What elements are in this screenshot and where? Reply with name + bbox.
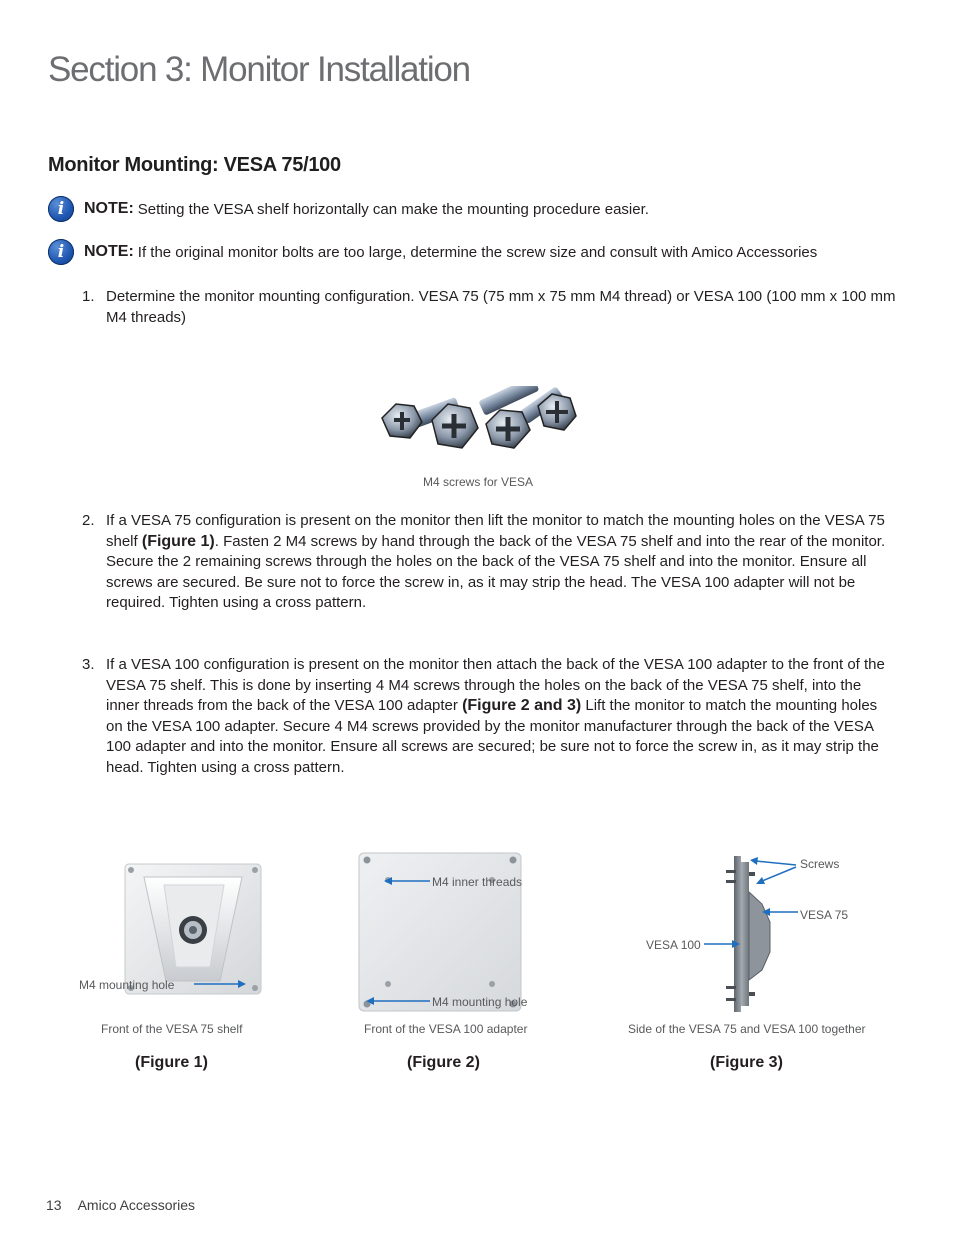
note-label: NOTE: — [84, 243, 134, 260]
step-text-part: If a VESA 75 configuration is present on the monitor then lift the monitor to match the mounting holes on the VESA 75 shelf — [106, 512, 885, 550]
callout-arrow — [364, 995, 432, 1007]
figure-1-caption: Front of the VESA 75 shelf — [101, 1022, 243, 1036]
figure-reference: (Figure 1) — [141, 532, 215, 550]
note-text: Setting the VESA shelf horizontally can make the mounting procedure easier. — [137, 200, 649, 218]
step-number: 3. — [82, 656, 95, 673]
callout-vesa-75: VESA 75 — [800, 908, 849, 922]
note-1 — [48, 196, 649, 222]
callout-m4-inner-threads: M4 inner threads — [432, 875, 523, 889]
step-3 — [82, 655, 897, 778]
step-text: Determine the monitor mounting configuration. VESA 75 (75 mm x 75 mm M4 thread) or VESA 100 (100 mm x 100 mm M4 threads) — [106, 288, 896, 326]
figure-1-label: (Figure 1) — [135, 1054, 208, 1071]
figure-2-label: (Figure 2) — [407, 1054, 480, 1071]
step-text-part: If a VESA 100 configuration is present on the monitor then attach the back of the VESA 100 adapter to the front of the VESA 75 shelf. This is done by inserting 4 M4 screws through the holes on the back of the VESA 75 shelf, into the inner threads from the back of the VESA 100 adapter — [106, 656, 885, 714]
callout-arrows-screws — [748, 857, 798, 887]
step-text-part: . Fasten 2 M4 screws by hand through the back of the VESA 75 shelf and into the rear of the monitor. Secure the 2 remaining screws through the holes on the back of the VESA 75 shelf and into the monitor. Ensure all screws are secured. Be sure not to force the screw in, as it may strip the head. The VESA 100 adapter will not be required. Tighten using a cross pattern. — [106, 532, 886, 611]
note-text: If the original monitor bolts are too large, determine the screw size and consult with Amico Accessories — [137, 243, 818, 261]
figure-1-photo — [124, 863, 262, 995]
callout-screws: Screws — [800, 857, 840, 871]
screws-photo — [374, 386, 580, 466]
page-number: 13 — [46, 1197, 62, 1213]
page-title: Section 3: Monitor Installation — [48, 50, 470, 89]
step-number: 2. — [82, 512, 95, 529]
figure-2-caption: Front of the VESA 100 adapter — [364, 1022, 528, 1036]
page-footer — [46, 1197, 195, 1213]
screws-caption: M4 screws for VESA — [423, 475, 534, 489]
note-label: NOTE: — [84, 200, 134, 217]
callout-m4-mounting-hole: M4 mounting hole — [79, 978, 175, 992]
step-text-part: Lift the monitor to match the mounting holes on the VESA 100 adapter. Secure 4 M4 screws provided by the monitor manufacturer through the back of the VESA 100 adapter and into the monitor. Ensure all screws are secured; be sure not to force the screw in, as it may strip the head. Tighten using a cross pattern. — [106, 697, 879, 776]
figure-reference: (Figure 2 and 3) — [462, 697, 582, 714]
callout-arrow — [760, 906, 800, 918]
note-2 — [48, 239, 817, 265]
section-subtitle: Monitor Mounting: VESA 75/100 — [48, 154, 341, 176]
callout-arrow — [702, 938, 742, 950]
info-icon: i — [48, 239, 74, 265]
footer-brand: Amico Accessories — [77, 1197, 196, 1213]
callout-vesa-100: VESA 100 — [646, 938, 701, 952]
step-2 — [82, 511, 897, 614]
callout-arrow — [192, 978, 248, 990]
step-1 — [82, 287, 897, 328]
figure-3-caption: Side of the VESA 75 and VESA 100 together — [628, 1022, 866, 1036]
callout-arrow — [382, 875, 432, 887]
step-text — [106, 655, 897, 778]
step-text — [106, 511, 897, 614]
figure-3-label: (Figure 3) — [710, 1054, 783, 1071]
callout-m4-mounting-hole: M4 mounting hole — [432, 995, 528, 1009]
info-icon: i — [48, 196, 74, 222]
step-number: 1. — [82, 288, 95, 305]
